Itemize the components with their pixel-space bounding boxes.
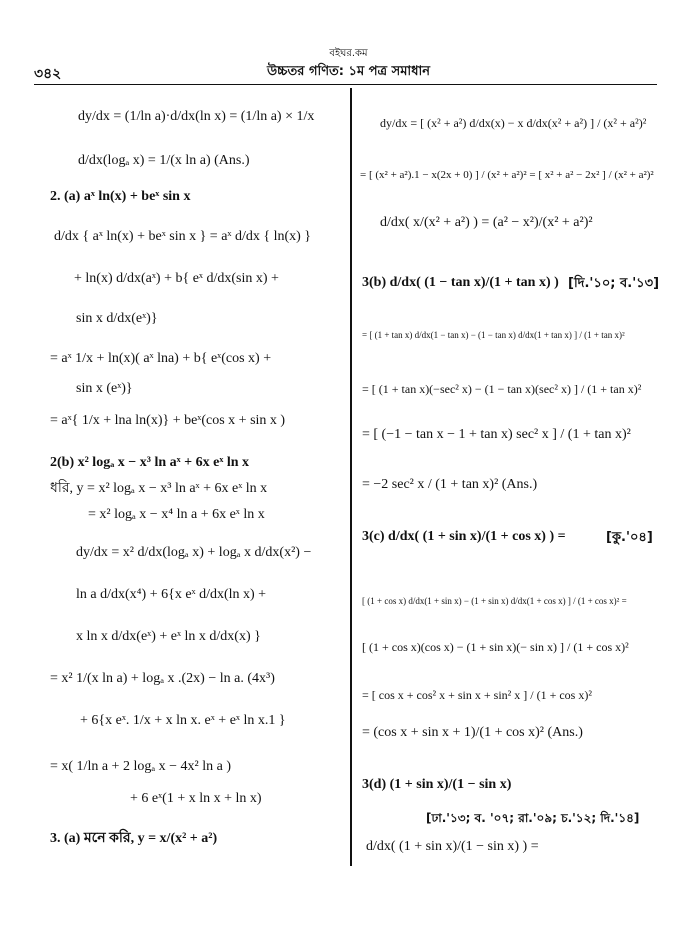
math-line: = [ (1 + tan x)(−sec² x) − (1 − tan x)(sec² x) ] / (1 + tan x)² [362,382,642,396]
math-line: ধরি, y = x² logₐ x − x³ ln aˣ + 6x eˣ ln x [50,481,268,496]
header-rule [34,84,657,85]
math-line: d/dx { aˣ ln(x) + beˣ sin x } = aˣ d/dx { ln(x) } [54,229,311,244]
math-line: + 6{x eˣ. 1/x + x ln x. eˣ + eˣ ln x.1 } [80,713,286,728]
math-line: = x² 1/(x ln a) + logₐ x .(2x) − ln a. (4x³) [50,671,275,686]
problem-heading: 2(b) x² logₐ x − x³ ln aˣ + 6x eˣ ln x [50,455,250,470]
book-title: উচ্চতর গণিত: ১ম পত্র সমাধান [266,64,431,79]
math-line: ln a d/dx(x⁴) + 6{x eˣ d/dx(ln x) + [76,587,267,602]
problem-heading: 3(b) d/dx( (1 − tan x)/(1 + tan x) ) [362,275,559,290]
exam-reference: [দি.'১০; ব.'১৩] [568,276,660,291]
math-line: = [ (x² + a²).1 − x(2x + 0) ] / (x² + a²)² = [ x² + a² − 2x² ] / (x² + a²)² [360,169,654,181]
problem-heading: 3. (a) মনে করি, y = x/(x² + a²) [50,831,218,846]
math-line: = [ cos x + cos² x + sin x + sin² x ] / (1 + cos x)² [362,688,592,702]
math-line: dy/dx = x² d/dx(logₐ x) + logₐ x d/dx(x²) − [76,545,312,560]
math-line: = [ (1 + tan x) d/dx(1 − tan x) − (1 − tan x) d/dx(1 + tan x) ] / (1 + tan x)² [362,330,625,340]
exam-reference: [কু.'০৪] [606,530,653,545]
math-line: = −2 sec² x / (1 + tan x)² (Ans.) [362,477,538,492]
math-line: d/dx( x/(x² + a²) ) = (a² − x²)/(x² + a²)² [380,215,593,230]
math-line: [ (1 + cos x) d/dx(1 + sin x) − (1 + sin x) d/dx(1 + cos x) ] / (1 + cos x)² = [362,596,627,606]
math-line: = [ (−1 − tan x − 1 + tan x) sec² x ] / (1 + tan x)² [362,427,631,442]
page-number: ৩৪২ [34,66,62,82]
math-line: = aˣ{ 1/x + lna ln(x)} + beˣ(cos x + sin x ) [50,413,286,428]
math-line: = (cos x + sin x + 1)/(1 + cos x)² (Ans.) [362,725,583,740]
math-line: sin x (eˣ)} [76,381,133,396]
problem-heading: 3(d) (1 + sin x)/(1 − sin x) [362,777,512,792]
math-line: dy/dx = (1/ln a)·d/dx(ln x) = (1/ln a) × 1/x [78,109,315,124]
problem-heading: 2. (a) aˣ ln(x) + beˣ sin x [50,189,191,204]
math-line: d/dx( (1 + sin x)/(1 − sin x) ) = [366,839,539,854]
math-line: = aˣ 1/x + ln(x)( aˣ lna) + b{ eˣ(cos x) + [50,351,272,366]
math-line: x ln x d/dx(eˣ) + eˣ ln x d/dx(x) } [76,629,261,644]
math-line: = x² logₐ x − x⁴ ln a + 6x eˣ ln x [88,507,265,522]
exam-reference: [ঢা.'১৩; ব. '০৭; রা.'০৯; চ.'১২; দি.'১৪] [426,811,640,825]
math-line: dy/dx = [ (x² + a²) d/dx(x) − x d/dx(x² + a²) ] / (x² + a²)² [380,116,647,130]
column-divider [350,88,352,866]
math-line: + 6 eˣ(1 + x ln x + ln x) [130,791,262,806]
problem-heading: 3(c) d/dx( (1 + sin x)/(1 + cos x) ) = [362,529,566,544]
math-line: d/dx(logₐ x) = 1/(x ln a) (Ans.) [78,153,250,168]
math-line: sin x d/dx(eˣ)} [76,311,158,326]
math-line: = x( 1/ln a + 2 logₐ x − 4x² ln a ) [50,759,232,774]
site-name: বইঘর.কম [329,48,368,59]
math-line: [ (1 + cos x)(cos x) − (1 + sin x)(− sin x) ] / (1 + cos x)² [362,640,629,654]
math-line: + ln(x) d/dx(aˣ) + b{ eˣ d/dx(sin x) + [74,271,279,286]
